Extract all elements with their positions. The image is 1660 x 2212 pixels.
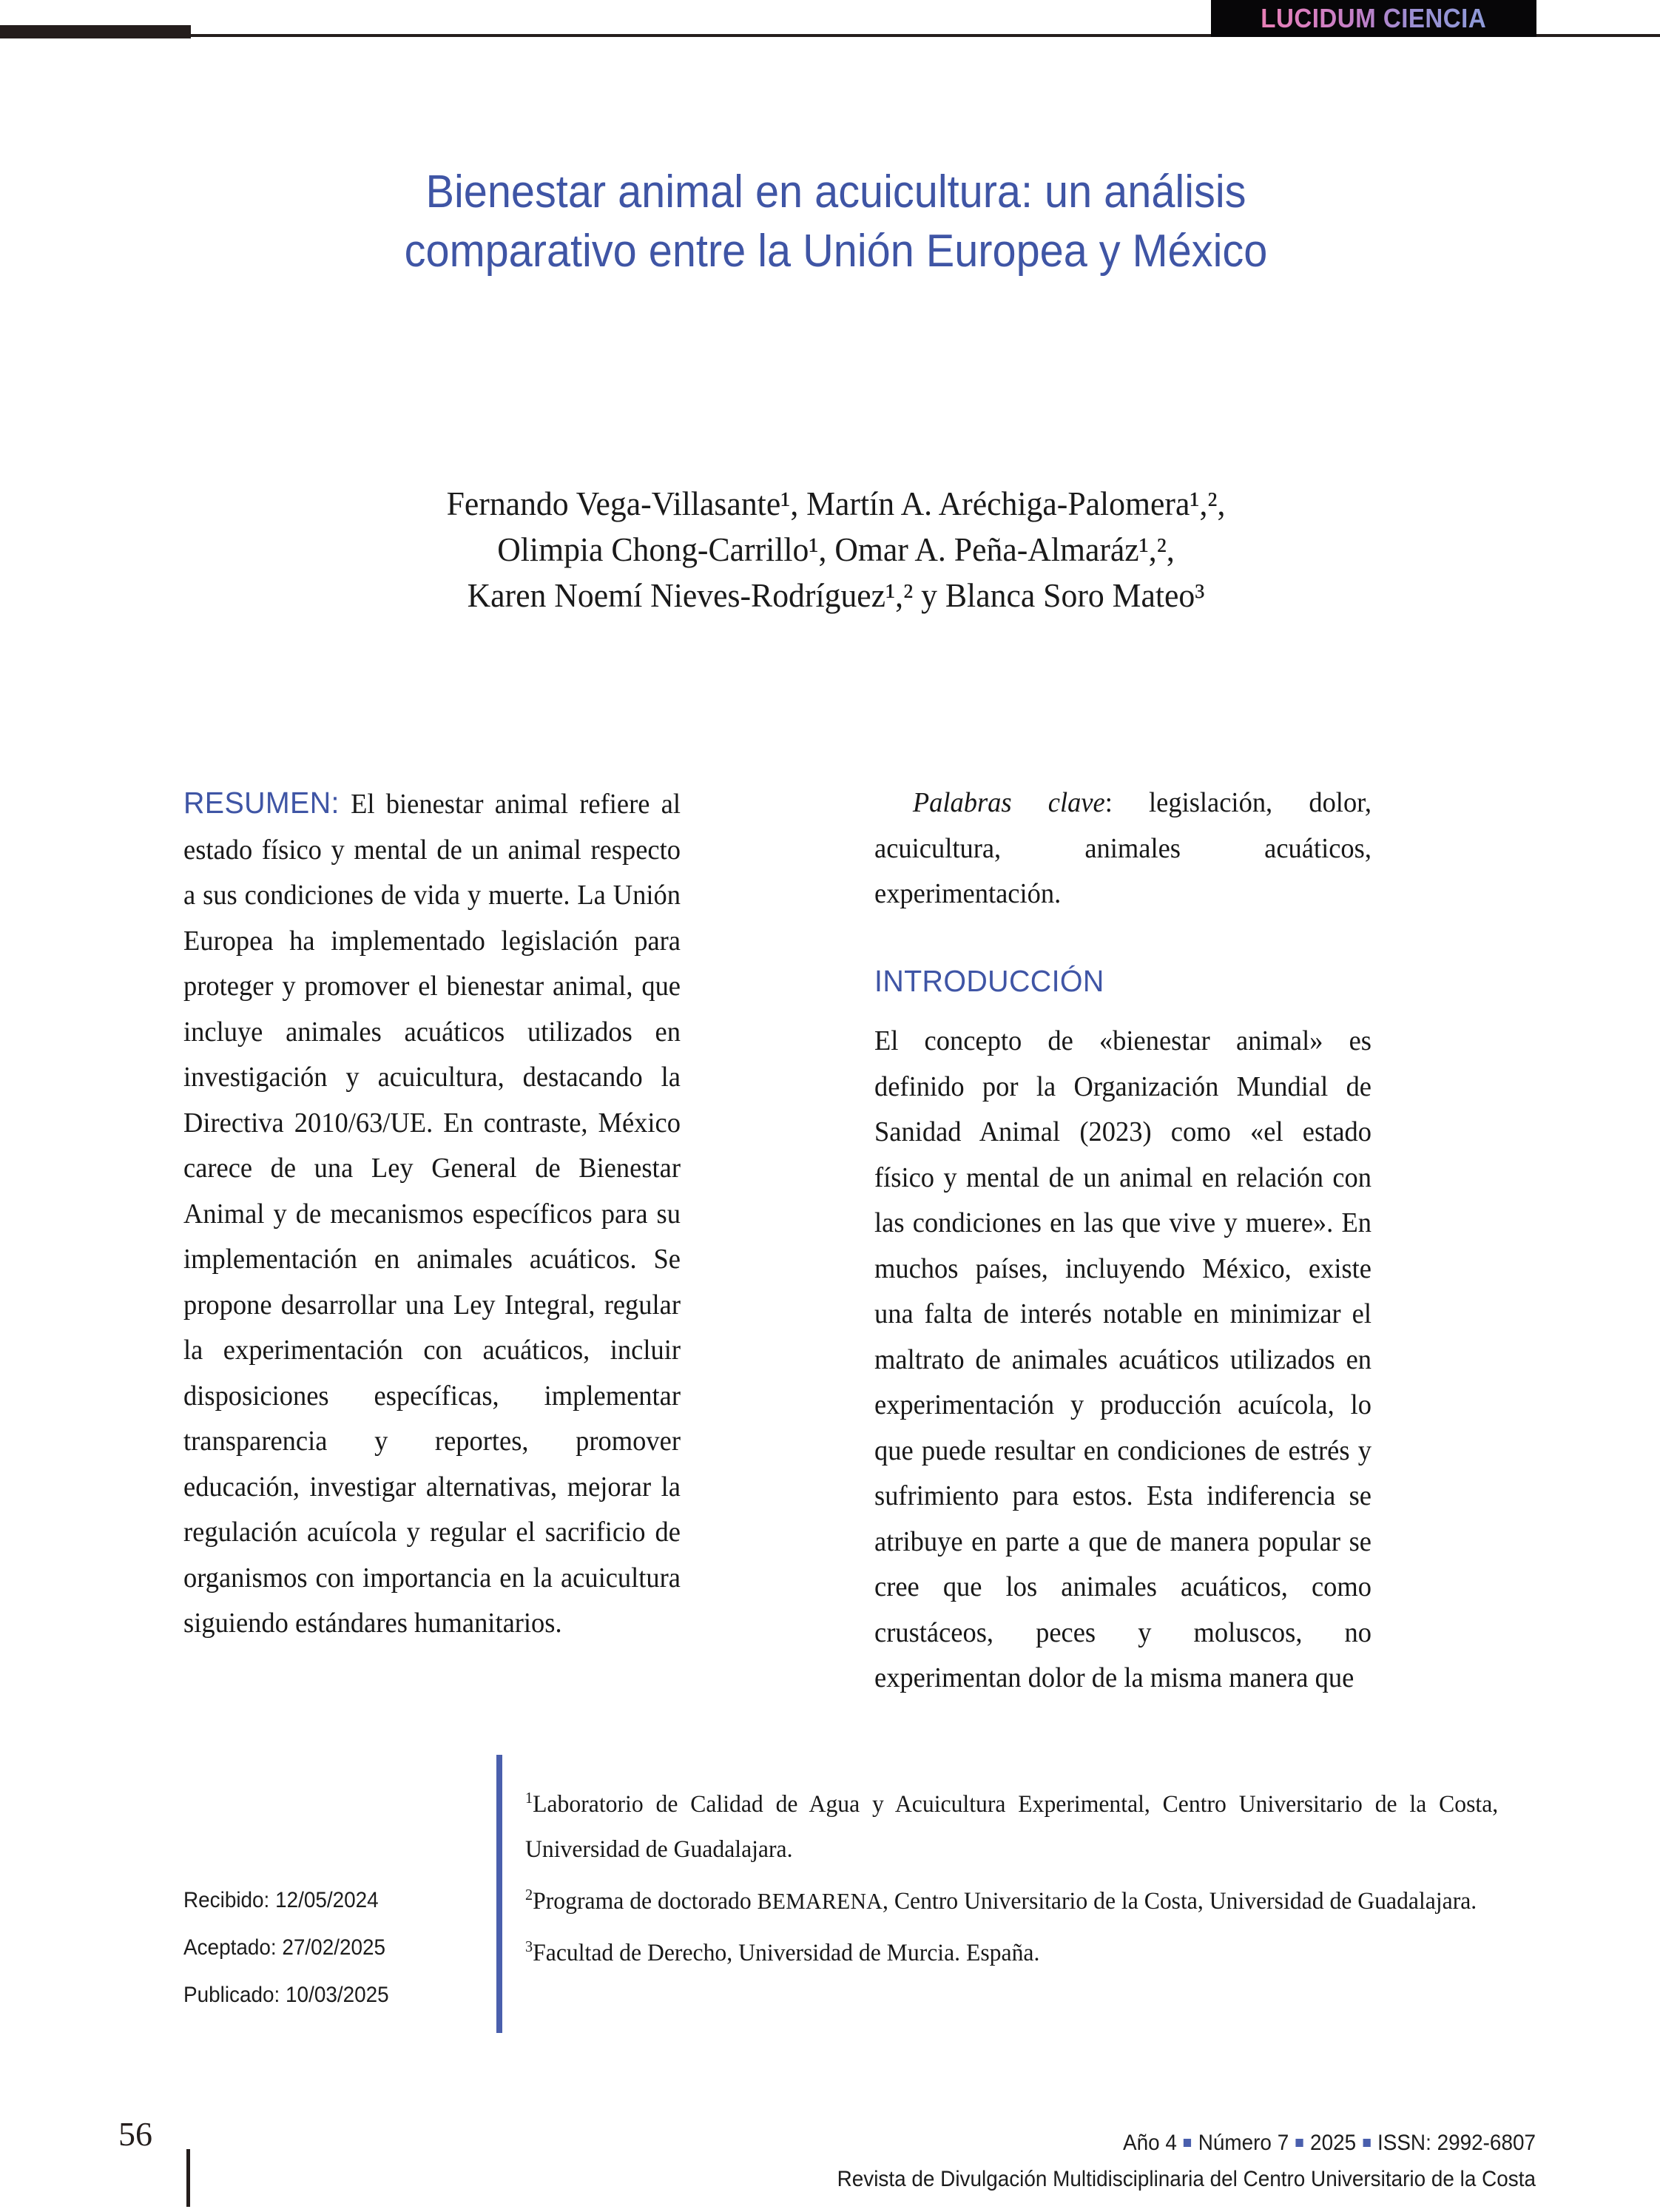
separator-square-icon <box>1363 2139 1370 2147</box>
introduction-heading: INTRODUCCIÓN <box>874 963 1104 998</box>
masthead-badge <box>1211 0 1536 37</box>
footnote-2 <box>525 1872 1498 1924</box>
footer-year: Año 4 <box>1122 2131 1177 2155</box>
footer-subtitle: Revista de Divulgación Multidisciplinaria del Centro Universitario de la Costa <box>837 2167 1536 2191</box>
author-line-3: Karen Noemí Nieves-Rodríguez¹,² y Blanca Soro Mateo³ <box>467 576 1205 614</box>
keywords-label: Palabras clave <box>912 787 1105 818</box>
introduction-text: El concepto de «bienestar animal» es definido por la Organización Mundial de Sanidad Animal (2023) como «el estado físico y mental de un animal en relación con las condiciones en las que vive y muere». En muchos países, incluyendo México, existe una falta de interés notable en minimizar el maltrato de animales acuáticos utilizados en experimentación y producción acuícola, lo que puede resultar en condiciones de estrés y sufrimiento para estos. Esta indiferencia se atribuye en parte a que de manera popular se cree que los animales acuáticos, como crustáceos, peces y moluscos, no experimentan dolor de la misma manera que <box>874 1025 1371 1693</box>
page-number: 56 <box>118 2115 152 2153</box>
separator-square-icon <box>1296 2139 1303 2147</box>
abstract-heading: RESUMEN: <box>183 786 340 820</box>
abstract-text: El bienestar animal refiere al estado físico y mental de un animal respecto a sus condiciones de vida y muerte. La Unión Europea ha implementado legislación para proteger y promover el bienestar animal, que incluye animales acuáticos utilizados en investigación y acuicultura, destacando la Directiva 2010/63/UE. En contraste, México carece de una Ley General de Bienestar Animal y de mecanismos específicos para su implementación en animales acuáticos. Se propone desarrollar una Ley Integral, regular la experimentación con acuáticos, incluir disposiciones específicas, implementar transparencia y reportes, promover educación, investigar alternativas, mejorar la regulación acuícola y regular el sacrificio de organismos con importancia en la acuicultura siguiendo estándares humanitarios. <box>183 789 681 1639</box>
publication-dates <box>183 1877 459 2019</box>
footnote-2-program: BEMARENA <box>757 1888 883 1914</box>
separator-square-icon <box>1184 2139 1191 2147</box>
abstract-column <box>183 780 681 1647</box>
footnote-1-marker: 1 <box>525 1789 533 1807</box>
footer-issn: ISSN: 2992-6807 <box>1377 2131 1536 2155</box>
page-title-line-1: Bienestar animal en acuicultura: un análisis <box>425 166 1246 218</box>
footer-meta <box>573 2125 1536 2197</box>
introduction-column <box>874 780 1371 1702</box>
footnote-3 <box>525 1924 1498 1976</box>
footnote-1-text: Laboratorio de Calidad de Agua y Acuicultura Experimental, Centro Universitario de la Costa, Universidad de Guadalajara. <box>525 1791 1499 1863</box>
footnote-3-marker: 3 <box>525 1938 533 1955</box>
author-line-2: Olimpia Chong-Carrillo¹, Omar A. Peña-Almaráz¹,², <box>497 530 1175 568</box>
date-received: Recibido: 12/05/2024 <box>183 1888 379 1912</box>
author-list <box>217 481 1454 618</box>
date-accepted: Aceptado: 27/02/2025 <box>183 1935 386 1960</box>
date-published: Publicado: 10/03/2025 <box>183 1983 389 2007</box>
author-line-1: Fernando Vega-Villasante¹, Martín A. Aréchiga-Palomera¹,², <box>446 485 1226 522</box>
page-title-line-2: comparativo entre la Unión Europea y México <box>404 226 1268 277</box>
footnote-2-text-before: Programa de doctorado <box>533 1888 758 1915</box>
masthead-brand: LUCIDUM CIENCIA <box>1261 3 1487 33</box>
footer-date: 2025 <box>1310 2131 1357 2155</box>
footer-meta-line-1 <box>573 2125 1536 2161</box>
page-number-rule <box>186 2149 190 2207</box>
footnote-2-marker: 2 <box>525 1886 533 1904</box>
keywords-text: : legislación, dolor, acuicultura, animales acuáticos, experimentación. <box>874 787 1371 909</box>
footer-issue: Número 7 <box>1198 2131 1289 2155</box>
page-title <box>231 163 1442 281</box>
footnote-1 <box>525 1776 1498 1872</box>
footnote-divider <box>496 1755 502 2033</box>
footnote-3-text: Facultad de Derecho, Universidad de Murcia. España. <box>533 1940 1040 1966</box>
affiliation-footnotes <box>525 1776 1498 1976</box>
header-rule-thick <box>0 25 191 38</box>
footnote-2-text-after: , Centro Universitario de la Costa, Universidad de Guadalajara. <box>883 1888 1477 1915</box>
